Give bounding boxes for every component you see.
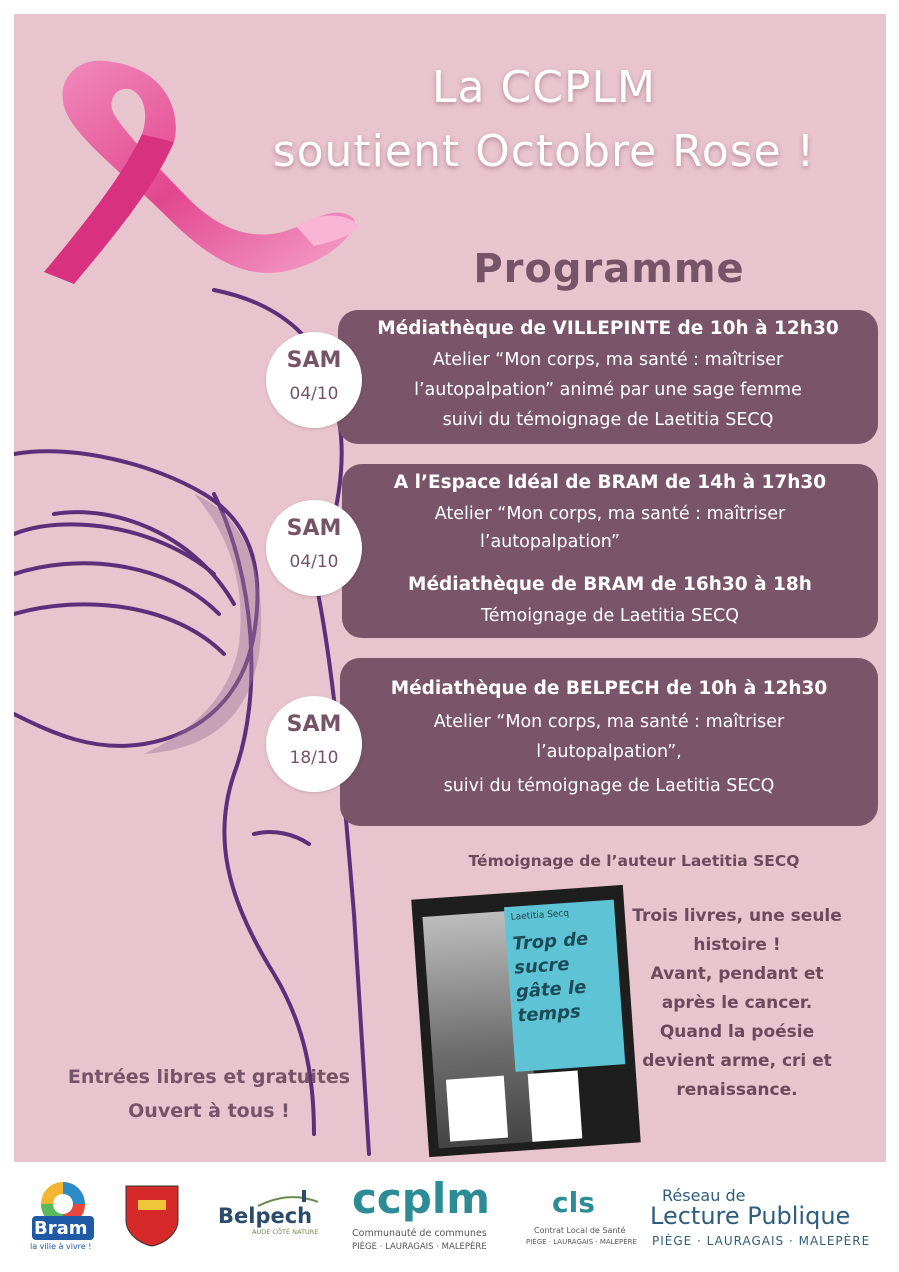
date-day: SAM bbox=[286, 516, 342, 541]
event-card-1 bbox=[338, 310, 878, 444]
poster bbox=[14, 14, 886, 1162]
belpech-tagline: AUDE CÔTÉ NATURE bbox=[252, 1228, 319, 1236]
event-2-venue: A l’Espace Idéal de BRAM de 14h à 17h30 bbox=[393, 472, 827, 493]
rlp-line1: Réseau de bbox=[662, 1186, 746, 1205]
event-3-venue: Médiathèque de BELPECH de 10h à 12h30 bbox=[390, 678, 828, 699]
event-1-line: Atelier “Mon corps, ma santé : maîtriser bbox=[432, 350, 784, 370]
programme-heading: Programme bbox=[473, 246, 745, 292]
date-value: 04/10 bbox=[289, 384, 339, 404]
description-line: Avant, pendant et bbox=[650, 964, 824, 984]
ccplm-subtitle: Communauté de communes bbox=[352, 1228, 487, 1239]
event-card-3 bbox=[340, 658, 878, 826]
description-line: histoire ! bbox=[693, 935, 781, 955]
description-line: après le cancer. bbox=[661, 993, 813, 1013]
event-2-line: Témoignage de Laetitia SECQ bbox=[480, 606, 740, 626]
bram-logo bbox=[28, 1176, 98, 1256]
ccplm-logo bbox=[350, 1172, 500, 1266]
event-3-line: suivi du témoignage de Laetitia SECQ bbox=[443, 776, 775, 796]
event-card-2 bbox=[342, 464, 878, 638]
date-badge-3 bbox=[266, 696, 362, 792]
date-day: SAM bbox=[286, 712, 342, 737]
date-value: 18/10 bbox=[289, 748, 339, 768]
event-2-venue-2: Médiathèque de BRAM de 16h30 à 18h bbox=[408, 574, 812, 595]
event-3-line: l’autopalpation”, bbox=[536, 742, 682, 762]
reseau-lecture-publique-logo bbox=[650, 1180, 890, 1260]
rlp-line2: Lecture Publique bbox=[650, 1202, 851, 1230]
book-cover-image bbox=[411, 885, 640, 1157]
event-2-line: Atelier “Mon corps, ma santé : maîtriser bbox=[434, 504, 786, 524]
book-thumbnail bbox=[446, 1076, 508, 1142]
cls-territory: PIÈGE · LAURAGAIS · MALEPÈRE bbox=[526, 1238, 637, 1246]
ccplm-name: ccplm bbox=[352, 1174, 491, 1223]
date-badge-1 bbox=[266, 332, 362, 428]
event-1-line: l’autopalpation” animé par une sage femme bbox=[414, 380, 802, 400]
open-to-all-text: Ouvert à tous ! bbox=[128, 1100, 290, 1122]
event-1-line: suivi du témoignage de Laetitia SECQ bbox=[442, 410, 774, 430]
book-thumbnail bbox=[528, 1071, 583, 1142]
testimony-heading: Témoignage de l’auteur Laetitia SECQ bbox=[468, 852, 800, 870]
cls-subtitle: Contrat Local de Santé bbox=[534, 1226, 626, 1235]
book-author: Laetitia Secq bbox=[510, 908, 570, 923]
date-value: 04/10 bbox=[289, 552, 339, 572]
belpech-name: Belpech bbox=[218, 1204, 313, 1228]
cls-logo bbox=[526, 1184, 645, 1254]
bram-name: Bram bbox=[34, 1218, 88, 1239]
church-icon bbox=[258, 1188, 318, 1208]
shield-icon bbox=[124, 1184, 180, 1248]
event-1-venue: Médiathèque de VILLEPINTE de 10h à 12h30 bbox=[377, 318, 839, 339]
description-line: Trois livres, une seule bbox=[632, 906, 842, 926]
free-entry-text: Entrées libres et gratuites bbox=[67, 1066, 351, 1088]
date-day: SAM bbox=[286, 348, 342, 373]
page-title-line1: La CCPLM bbox=[432, 62, 656, 113]
ccplm-territory: PIÈGE · LAURAGAIS · MALEPÈRE bbox=[352, 1242, 487, 1252]
town-shield-logo bbox=[124, 1184, 180, 1248]
bram-tagline: la ville à vivre ! bbox=[30, 1242, 92, 1251]
event-3-line: Atelier “Mon corps, ma santé : maîtriser bbox=[433, 712, 785, 732]
description-line: Quand la poésie bbox=[659, 1022, 815, 1042]
belpech-logo bbox=[218, 1188, 318, 1248]
event-2-line: l’autopalpation” bbox=[480, 532, 620, 552]
cls-name: cls bbox=[552, 1186, 595, 1219]
description-line: renaissance. bbox=[676, 1080, 798, 1100]
access-info bbox=[64, 1060, 354, 1128]
rlp-territory: PIÈGE · LAURAGAIS · MALEPÈRE bbox=[652, 1234, 871, 1248]
date-badge-2 bbox=[266, 500, 362, 596]
book-description bbox=[622, 902, 852, 1105]
page-title-line2: soutient Octobre Rose ! bbox=[272, 126, 816, 177]
partner-logos-footer bbox=[0, 1162, 899, 1272]
description-line: devient arme, cri et bbox=[642, 1051, 832, 1071]
book-title: Trop de sucre gâte le temps bbox=[511, 928, 589, 1027]
